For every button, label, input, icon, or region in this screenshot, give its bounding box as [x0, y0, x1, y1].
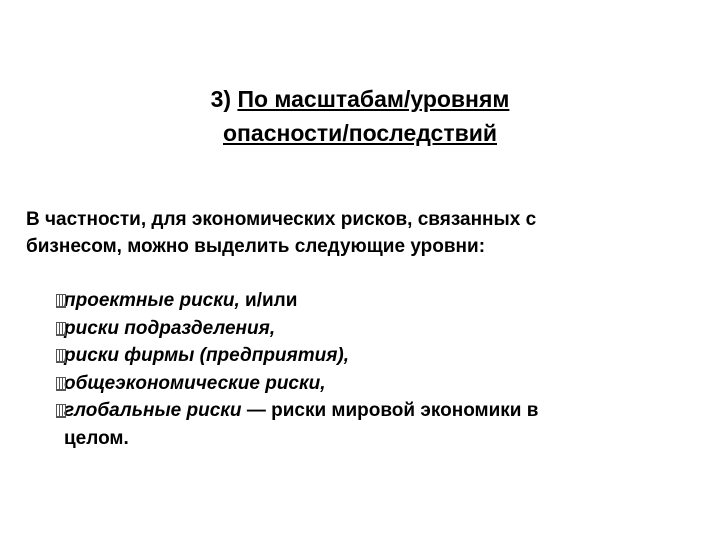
item-italic: проектные риски,	[64, 290, 240, 311]
bullet-icon	[56, 349, 66, 363]
item-italic: риски фирмы (предприятия),	[64, 345, 350, 366]
intro-line-1: В частности, для экономических рисков, связанных с	[26, 209, 537, 230]
title-text-1: По масштабам/уровням	[237, 86, 510, 112]
list-item	[64, 342, 704, 370]
bullet-icon	[56, 404, 66, 418]
item-continuation: целом.	[64, 427, 129, 449]
item-italic: глобальные риски	[64, 400, 242, 421]
bullet-icon	[56, 377, 66, 391]
item-italic: общеэкономические риски,	[64, 372, 326, 394]
title-prefix: 3)	[210, 86, 238, 112]
list-item	[64, 370, 704, 398]
title-text-2: опасности/последствий	[222, 120, 498, 146]
item-rest: — риски мировой экономики в	[241, 400, 539, 421]
list-item	[64, 315, 704, 343]
intro-line-2: бизнесом, можно выделить следующие уровни:	[26, 236, 486, 257]
bullet-icon	[56, 294, 66, 308]
title-line-2	[0, 116, 720, 150]
list-item	[64, 287, 704, 315]
list-item	[64, 397, 704, 452]
risk-levels-list	[64, 287, 704, 452]
item-rest: и/или	[239, 290, 298, 311]
title-line-1	[0, 82, 720, 116]
intro-paragraph	[26, 206, 706, 260]
slide-title	[0, 82, 720, 150]
bullet-icon	[56, 322, 66, 336]
item-italic: риски подразделения,	[64, 317, 276, 339]
